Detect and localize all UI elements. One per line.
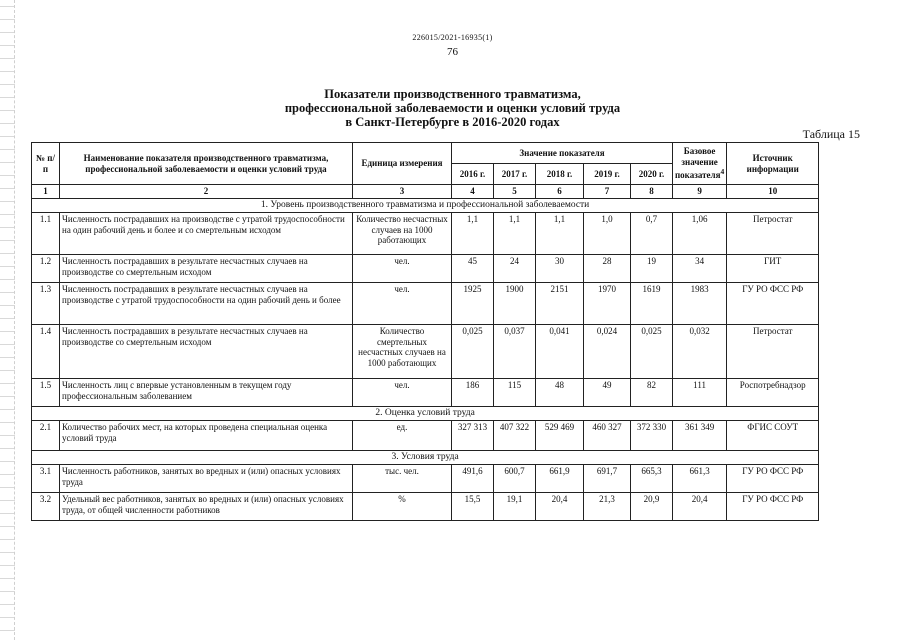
title-line: в Санкт-Петербурге в 2016-2020 годах (345, 115, 560, 129)
row-value: 327 313 (452, 421, 494, 451)
row-value: 491,6 (452, 465, 494, 493)
section-title: 3. Условия труда (32, 451, 819, 465)
row-source: Роспотребнадзор (727, 379, 819, 407)
row-value: 0,037 (494, 325, 536, 379)
row-value: 186 (452, 379, 494, 407)
row-base: 111 (673, 379, 727, 407)
row-value: 372 330 (631, 421, 673, 451)
row-name: Численность пострадавших в результате несчастных случаев на производстве со смертельным исходом (60, 255, 353, 283)
row-unit: % (353, 493, 452, 521)
table-row (32, 255, 819, 283)
row-name: Численность лиц с впервые установленным в текущем году профессиональным заболеванием (60, 379, 353, 407)
col-number: 4 (452, 185, 494, 199)
row-num: 1.3 (32, 283, 60, 325)
row-unit: чел. (353, 255, 452, 283)
header-unit: Единица измерения (353, 143, 452, 185)
row-value: 49 (584, 379, 631, 407)
row-source: Петростат (727, 325, 819, 379)
row-source: ГИТ (727, 255, 819, 283)
row-value: 28 (584, 255, 631, 283)
section-row (32, 407, 819, 421)
row-name: Численность пострадавших в результате несчастных случаев на производстве со смертельным исходом (60, 325, 353, 379)
col-number: 3 (353, 185, 452, 199)
row-value: 19,1 (494, 493, 536, 521)
row-value: 1925 (452, 283, 494, 325)
section-title: 1. Уровень производственного травматизма и профессиональной заболеваемости (32, 199, 819, 213)
section-title: 2. Оценка условий труда (32, 407, 819, 421)
row-value: 407 322 (494, 421, 536, 451)
row-num: 1.4 (32, 325, 60, 379)
row-base: 361 349 (673, 421, 727, 451)
table-label: Таблица 15 (802, 127, 860, 141)
title-line: профессиональной заболеваемости и оценки условий труда (284, 101, 621, 115)
row-unit: Количество несчастных случаев на 1000 работающих (353, 213, 452, 255)
row-num: 3.1 (32, 465, 60, 493)
row-value: 0,024 (584, 325, 631, 379)
table-row (32, 283, 819, 325)
row-value: 661,9 (536, 465, 584, 493)
row-source: ГУ РО ФСС РФ (727, 283, 819, 325)
row-value: 460 327 (584, 421, 631, 451)
row-value: 2151 (536, 283, 584, 325)
col-number: 7 (584, 185, 631, 199)
row-unit: Количество смертельных несчастных случаев на 1000 работающих (353, 325, 452, 379)
row-num: 1.1 (32, 213, 60, 255)
row-value: 1,1 (452, 213, 494, 255)
row-value: 691,7 (584, 465, 631, 493)
col-number: 6 (536, 185, 584, 199)
table-row (32, 213, 819, 255)
row-value: 1619 (631, 283, 673, 325)
table-row (32, 379, 819, 407)
row-name: Численность пострадавших в результате несчастных случаев на производстве с утратой трудоспособности на один рабочий день и более (60, 283, 353, 325)
row-value: 600,7 (494, 465, 536, 493)
row-base: 1,06 (673, 213, 727, 255)
table-row (32, 421, 819, 451)
row-value: 0,025 (631, 325, 673, 379)
row-value: 0,041 (536, 325, 584, 379)
col-number: 10 (727, 185, 819, 199)
row-value: 0,7 (631, 213, 673, 255)
header-base-text: Базовое значение показателя (675, 146, 721, 181)
row-value: 20,4 (536, 493, 584, 521)
row-value: 30 (536, 255, 584, 283)
header-year: 2016 г. (452, 164, 494, 185)
col-number: 8 (631, 185, 673, 199)
table-row (32, 493, 819, 521)
section-row (32, 451, 819, 465)
row-value: 115 (494, 379, 536, 407)
header-year: 2020 г. (631, 164, 673, 185)
row-value: 21,3 (584, 493, 631, 521)
row-num: 1.2 (32, 255, 60, 283)
row-base: 661,3 (673, 465, 727, 493)
document-number: 226015/2021-16935(1) (412, 33, 493, 42)
section-row (32, 199, 819, 213)
row-value: 20,9 (631, 493, 673, 521)
row-value: 1,1 (494, 213, 536, 255)
row-unit: чел. (353, 379, 452, 407)
row-base: 1983 (673, 283, 727, 325)
page-number: 76 (447, 46, 458, 58)
row-value: 1900 (494, 283, 536, 325)
row-value: 24 (494, 255, 536, 283)
row-value: 1970 (584, 283, 631, 325)
row-source: Петростат (727, 213, 819, 255)
table-row (32, 325, 819, 379)
row-base: 34 (673, 255, 727, 283)
header-base (673, 143, 727, 185)
row-num: 2.1 (32, 421, 60, 451)
col-number: 9 (673, 185, 727, 199)
row-num: 1.5 (32, 379, 60, 407)
row-name: Численность работников, занятых во вредных и (или) опасных условиях труда (60, 465, 353, 493)
row-name: Количество рабочих мест, на которых проведена специальная оценка условий труда (60, 421, 353, 451)
row-value: 1,1 (536, 213, 584, 255)
title-line: Показатели производственного травматизма, (324, 87, 581, 101)
table-row (32, 465, 819, 493)
col-number: 2 (60, 185, 353, 199)
indicators-table (31, 142, 819, 521)
row-value: 19 (631, 255, 673, 283)
header-source: Источник информации (727, 143, 819, 185)
row-num: 3.2 (32, 493, 60, 521)
row-name: Численность пострадавших на производстве с утратой трудоспособности на один рабочий день и более и со смертельным исходом (60, 213, 353, 255)
row-unit: тыс. чел. (353, 465, 452, 493)
row-value: 529 469 (536, 421, 584, 451)
row-unit: чел. (353, 283, 452, 325)
header-base-footnote: 4 (720, 167, 725, 177)
header-year: 2018 г. (536, 164, 584, 185)
row-value: 48 (536, 379, 584, 407)
row-value: 1,0 (584, 213, 631, 255)
document-title (0, 87, 905, 129)
row-value: 0,025 (452, 325, 494, 379)
row-source: ФГИС СОУТ (727, 421, 819, 451)
row-unit: ед. (353, 421, 452, 451)
row-value: 665,3 (631, 465, 673, 493)
col-number: 5 (494, 185, 536, 199)
row-name: Удельный вес работников, занятых во вредных и (или) опасных условиях труда, от общей численности работников (60, 493, 353, 521)
row-source: ГУ РО ФСС РФ (727, 493, 819, 521)
header-year: 2017 г. (494, 164, 536, 185)
row-source: ГУ РО ФСС РФ (727, 465, 819, 493)
col-number: 1 (32, 185, 60, 199)
header-year: 2019 г. (584, 164, 631, 185)
header-num: № п/п (32, 143, 60, 185)
header-values-group: Значение показателя (452, 143, 673, 164)
row-base: 0,032 (673, 325, 727, 379)
row-value: 15,5 (452, 493, 494, 521)
header-name: Наименование показателя производственного травматизма, профессиональной заболеваемости и оценки условий труда (60, 143, 353, 185)
row-value: 82 (631, 379, 673, 407)
row-value: 45 (452, 255, 494, 283)
row-base: 20,4 (673, 493, 727, 521)
